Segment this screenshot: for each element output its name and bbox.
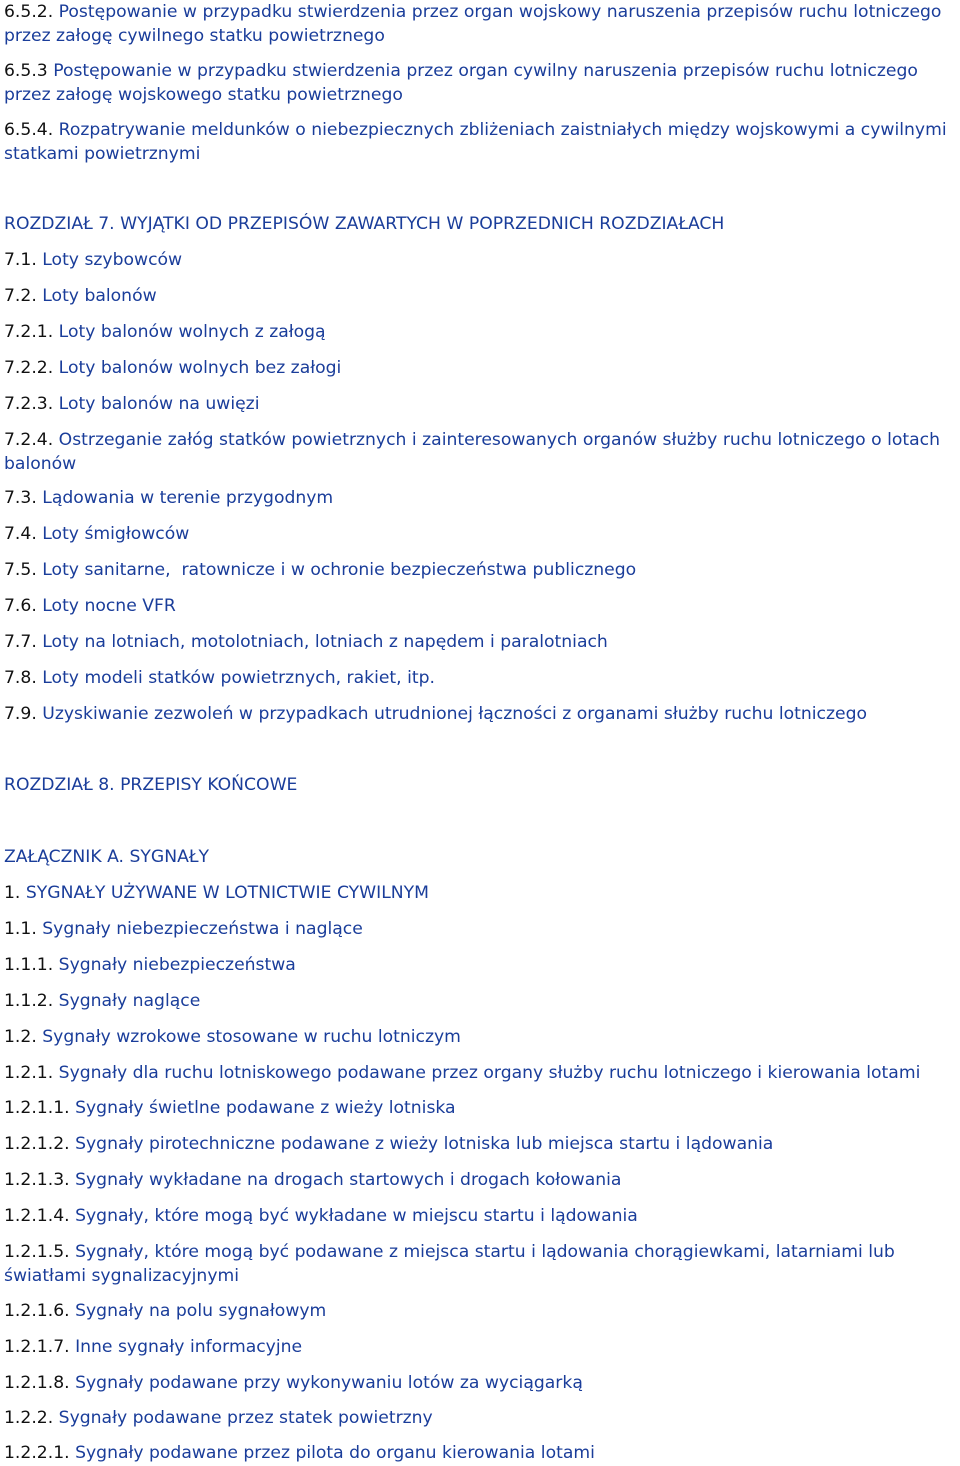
toc-entry-7-2-4[interactable] <box>4 428 954 476</box>
toc-number: 1.2.2. <box>4 1408 54 1428</box>
toc-number: 1.2.1.7. <box>4 1337 70 1357</box>
toc-number: 1.2. <box>4 1027 37 1047</box>
toc-entry-1-2-1-2[interactable] <box>4 1132 954 1156</box>
toc-entry-7-4[interactable] <box>4 522 954 546</box>
toc-number: 7.3. <box>4 488 37 508</box>
toc-link-text[interactable]: Ostrzeganie załóg statków powietrznych i zainteresowanych organów służby ruchu lotniczego o lotach balonów <box>4 430 940 474</box>
toc-link-text[interactable]: Sygnały wzrokowe stosowane w ruchu lotniczym <box>36 1027 461 1047</box>
toc-number: 7.7. <box>4 632 37 652</box>
toc-link-text[interactable]: Lądowania w terenie przygodnym <box>36 488 334 508</box>
toc-number: 7.9. <box>4 704 37 724</box>
toc-link-text[interactable]: Sygnały podawane przy wykonywaniu lotów za wyciągarką <box>69 1373 583 1393</box>
toc-entry-7-8[interactable] <box>4 666 954 690</box>
toc-link-text[interactable]: Loty balonów wolnych bez załogi <box>53 358 342 378</box>
toc-number: ZAŁĄCZNIK A. <box>4 847 125 867</box>
toc-link-text[interactable]: Loty modeli statków powietrznych, rakiet, itp. <box>36 668 435 688</box>
toc-chapter-8[interactable] <box>4 773 954 797</box>
toc-number: 7.5. <box>4 560 37 580</box>
toc-entry-1-2-2[interactable] <box>4 1406 954 1430</box>
toc-link-text[interactable]: Uzyskiwanie zezwoleń w przypadkach utrudnionej łączności z organami służby ruchu lotniczego <box>36 704 868 724</box>
toc-number: 7.2.2. <box>4 358 54 378</box>
toc-link-text[interactable]: Sygnały podawane przez pilota do organu kierowania lotami <box>69 1443 595 1463</box>
toc-entry-1-2-1-6[interactable] <box>4 1299 954 1323</box>
toc-link-text[interactable]: Sygnały na polu sygnałowym <box>69 1301 327 1321</box>
toc-link-text[interactable]: Loty szybowców <box>36 250 183 270</box>
toc-entry-7-2[interactable] <box>4 284 954 308</box>
toc-number: 7.8. <box>4 668 37 688</box>
toc-number: 1.2.1.4. <box>4 1206 70 1226</box>
toc-link-text[interactable]: PRZEPISY KOŃCOWE <box>114 775 298 795</box>
toc-number: 1.2.1.6. <box>4 1301 70 1321</box>
toc-entry-1-1[interactable] <box>4 917 954 941</box>
toc-chapter-7[interactable] <box>4 212 954 236</box>
toc-link-text[interactable]: SYGNAŁY UŻYWANE W LOTNICTWIE CYWILNYM <box>20 883 429 903</box>
toc-entry-1-2-1-7[interactable] <box>4 1335 954 1359</box>
toc-link-text[interactable]: Loty śmigłowców <box>36 524 190 544</box>
toc-entry-7-9[interactable] <box>4 702 954 726</box>
toc-link-text[interactable]: Sygnały pirotechniczne podawane z wieży lotniska lub miejsca startu i lądowania <box>69 1134 774 1154</box>
toc-number: 1.2.1.3. <box>4 1170 70 1190</box>
toc-entry-7-2-3[interactable] <box>4 392 954 416</box>
toc-link-text[interactable]: Loty balonów na uwięzi <box>53 394 260 414</box>
toc-link-text[interactable]: Inne sygnały informacyjne <box>69 1337 303 1357</box>
toc-number: 1.2.1.5. <box>4 1242 70 1262</box>
toc-number: 7.6. <box>4 596 37 616</box>
toc-link-text[interactable]: Sygnały niebezpieczeństwa i naglące <box>36 919 363 939</box>
toc-link-text[interactable]: WYJĄTKI OD PRZEPISÓW ZAWARTYCH W POPRZEDNICH ROZDZIAŁACH <box>114 214 725 234</box>
toc-number: 7.2.4. <box>4 430 54 450</box>
toc-number: 1.2.1.2. <box>4 1134 70 1154</box>
toc-link-text[interactable]: Sygnały dla ruchu lotniskowego podawane przez organy służby ruchu lotniczego i kierowania lotami <box>53 1063 921 1083</box>
toc-link-text[interactable]: Sygnały wykładane na drogach startowych i drogach kołowania <box>69 1170 622 1190</box>
toc-number: ROZDZIAŁ 7. <box>4 214 115 234</box>
toc-link-text[interactable]: Loty balonów wolnych z załogą <box>53 322 326 342</box>
toc-entry-1-2-1-8[interactable] <box>4 1371 954 1395</box>
toc-number: 7.4. <box>4 524 37 544</box>
toc-number: 7.2. <box>4 286 37 306</box>
toc-entry-1-1-1[interactable] <box>4 953 954 977</box>
toc-entry-6-5-4[interactable] <box>4 118 954 166</box>
toc-number: 1. <box>4 883 21 903</box>
toc-entry-7-7[interactable] <box>4 630 954 654</box>
toc-number: 1.2.1.8. <box>4 1373 70 1393</box>
toc-entry-1[interactable] <box>4 881 954 905</box>
toc-entry-7-3[interactable] <box>4 486 954 510</box>
toc-entry-7-2-2[interactable] <box>4 356 954 380</box>
toc-number: 6.5.3 <box>4 61 48 81</box>
toc-link-text[interactable]: Postępowanie w przypadku stwierdzenia przez organ cywilny naruszenia przepisów ruchu lotniczego przez załogę wojskowego statku powietrznego <box>4 61 918 105</box>
toc-entry-1-2-1-3[interactable] <box>4 1168 954 1192</box>
toc-entry-6-5-2[interactable] <box>4 0 954 48</box>
toc-number: 1.2.2.1. <box>4 1443 70 1463</box>
toc-number: 7.2.1. <box>4 322 54 342</box>
toc-link-text[interactable]: Loty na lotniach, motolotniach, lotniach z napędem i paralotniach <box>36 632 608 652</box>
toc-link-text[interactable]: Loty nocne VFR <box>36 596 176 616</box>
toc-link-text[interactable]: Loty sanitarne, ratownicze i w ochronie bezpieczeństwa publicznego <box>36 560 637 580</box>
toc-number: 7.1. <box>4 250 37 270</box>
toc-link-text[interactable]: Postępowanie w przypadku stwierdzenia przez organ wojskowy naruszenia przepisów ruchu lotniczego przez załogę cywilnego statku powietrznego <box>4 2 942 46</box>
toc-entry-6-5-3[interactable] <box>4 59 954 107</box>
toc-link-text[interactable]: Sygnały niebezpieczeństwa <box>53 955 296 975</box>
toc-entry-7-6[interactable] <box>4 594 954 618</box>
toc-link-text[interactable]: Sygnały naglące <box>53 991 201 1011</box>
toc-number: 1.1.2. <box>4 991 54 1011</box>
toc-link-text[interactable]: Sygnały podawane przez statek powietrzny <box>53 1408 433 1428</box>
toc-link-text[interactable]: Rozpatrywanie meldunków o niebezpiecznych zbliżeniach zaistniałych między wojskowymi a cywilnymi statkami powietrznymi <box>4 120 947 164</box>
toc-link-text[interactable]: Sygnały, które mogą być wykładane w miejscu startu i lądowania <box>69 1206 638 1226</box>
toc-entry-1-2-1[interactable] <box>4 1061 954 1085</box>
toc-link-text[interactable]: Loty balonów <box>36 286 157 306</box>
toc-annex-a[interactable] <box>4 845 954 869</box>
toc-entry-1-2-1-1[interactable] <box>4 1096 954 1120</box>
toc-number: 1.2.1.1. <box>4 1098 70 1118</box>
toc-link-text[interactable]: SYGNAŁY <box>124 847 209 867</box>
toc-entry-1-2-1-4[interactable] <box>4 1204 954 1228</box>
toc-number: 1.1. <box>4 919 37 939</box>
toc-entry-1-2-2-1[interactable] <box>4 1441 954 1465</box>
toc-link-text[interactable]: Sygnały, które mogą być podawane z miejsca startu i lądowania chorągiewkami, latarniami lub światłami sygnalizacyjnymi <box>4 1242 895 1286</box>
toc-number: ROZDZIAŁ 8. <box>4 775 115 795</box>
toc-entry-1-2-1-5[interactable] <box>4 1240 954 1288</box>
toc-link-text[interactable]: Sygnały świetlne podawane z wieży lotniska <box>69 1098 456 1118</box>
toc-number: 7.2.3. <box>4 394 54 414</box>
toc-entry-7-1[interactable] <box>4 248 954 272</box>
toc-number: 1.1.1. <box>4 955 54 975</box>
toc-entry-1-2[interactable] <box>4 1025 954 1049</box>
toc-number: 6.5.2. <box>4 2 54 22</box>
toc-entry-7-5[interactable] <box>4 558 954 582</box>
toc-entry-7-2-1[interactable] <box>4 320 954 344</box>
toc-entry-1-1-2[interactable] <box>4 989 954 1013</box>
toc-number: 1.2.1. <box>4 1063 54 1083</box>
toc-number: 6.5.4. <box>4 120 54 140</box>
